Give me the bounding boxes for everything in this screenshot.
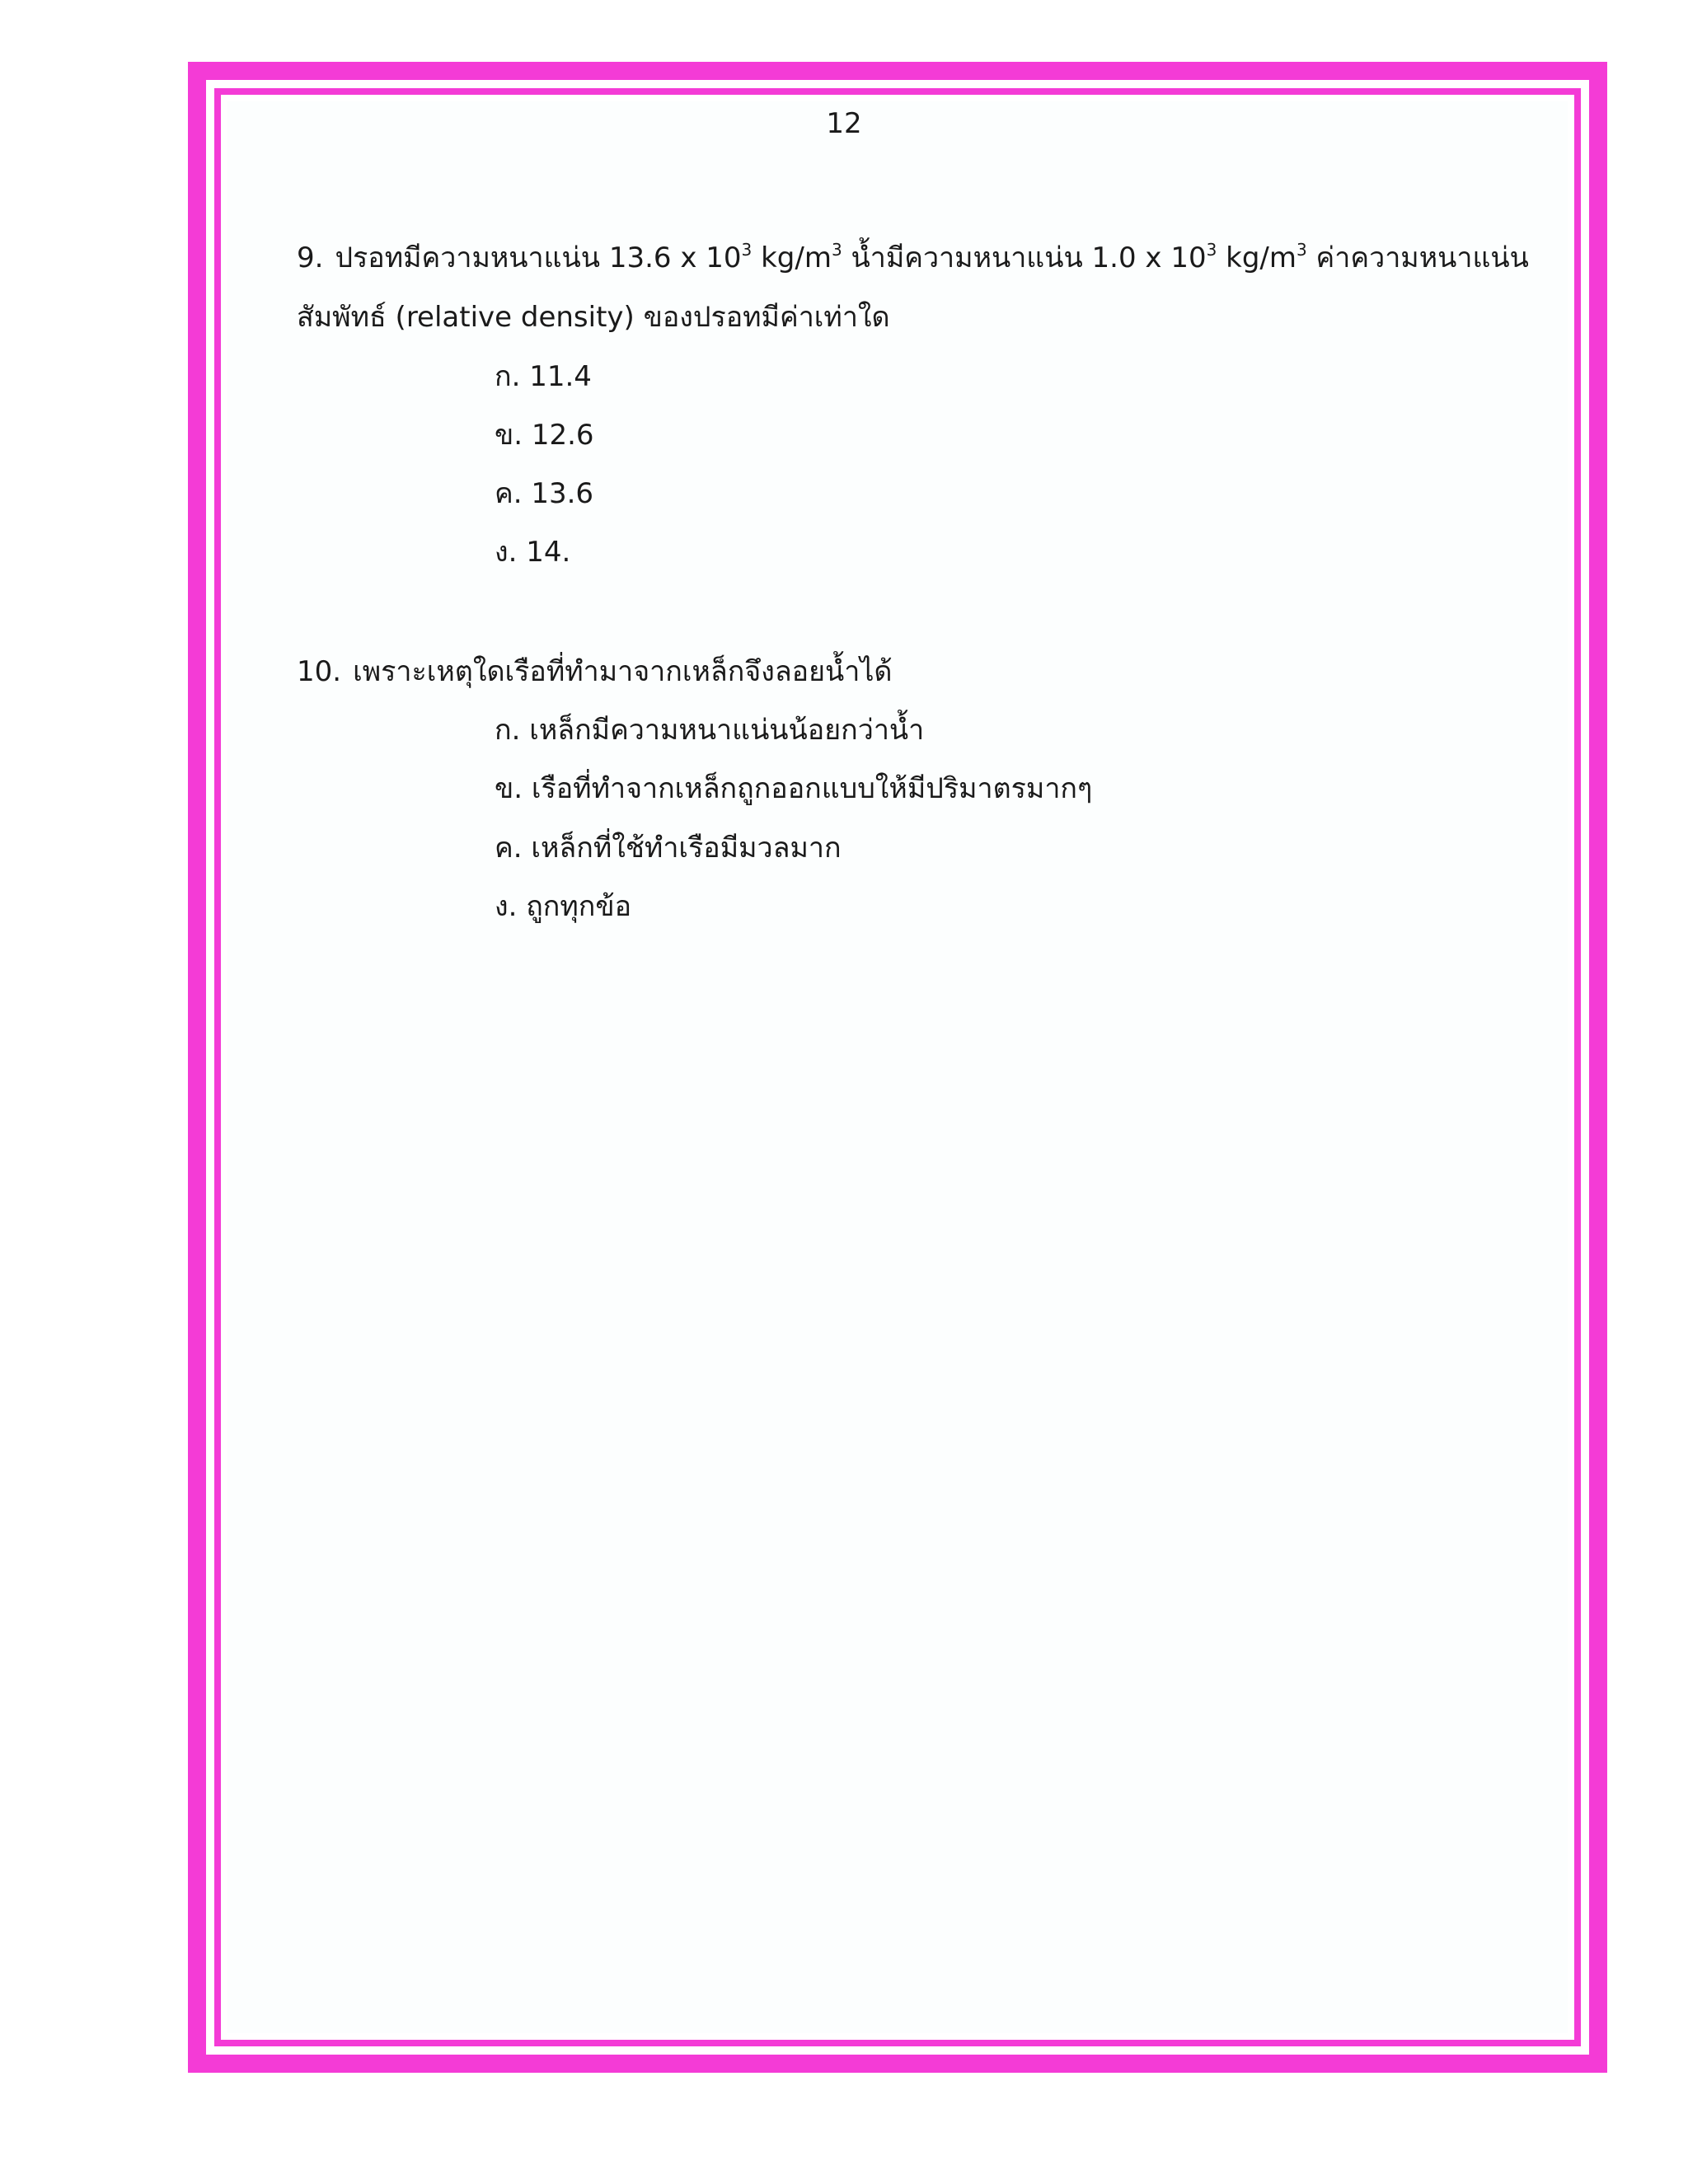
question-9-text-part-1: ปรอทมีความหนาแน่น 13.6 x 10 [335, 241, 742, 274]
question-9-line-1 [297, 239, 1529, 277]
question-9-number: 9. [297, 241, 324, 274]
question-10-option-b: ข. เรือที่ทำจากเหล็กถูกออกแบบให้มีปริมาตรมากๆ [495, 772, 1093, 805]
question-10-number: 10. [297, 655, 342, 688]
question-10-option-c: ค. เหล็กที่ใช้ทำเรือมีมวลมาก [495, 832, 842, 865]
question-9-text-part-2: kg/m [752, 241, 832, 274]
question-9-text-part-4: kg/m [1217, 241, 1296, 274]
page-border-gap [206, 80, 1589, 2055]
question-9-option-c: ค. 13.6 [495, 477, 594, 510]
page-border [188, 62, 1607, 2073]
page-border-inner-line [214, 88, 1581, 2046]
question-9-text-part-5: ค่าความหนาแน่น [1306, 241, 1529, 274]
question-10-option-d: ง. ถูกทุกข้อ [495, 890, 632, 923]
question-10-option-a: ก. เหล็กมีความหนาแน่นน้อยกว่าน้ำ [495, 714, 925, 747]
question-9-exponent-1: 3 [741, 240, 753, 260]
question-9-exponent-4: 3 [1296, 240, 1307, 260]
question-10-line [297, 653, 893, 691]
question-9-exponent-2: 3 [831, 240, 842, 260]
question-9-option-b: ข. 12.6 [495, 419, 594, 452]
question-9-text-part-3: น้ำมีความหนาแน่น 1.0 x 10 [842, 241, 1207, 274]
question-9-line-2: สัมพัทธ์ (relative density) ของปรอทมีค่าเท่าใด [297, 301, 890, 334]
question-10-text: เพราะเหตุใดเรือที่ทำมาจากเหล็กจึงลอยน้ำได้ [353, 655, 893, 688]
question-9-option-a: ก. 11.4 [495, 360, 592, 393]
question-9-exponent-3: 3 [1206, 240, 1217, 260]
question-9-option-d: ง. 14. [495, 536, 571, 569]
page-number: 12 [826, 107, 862, 140]
page-content-area [227, 101, 1568, 2033]
